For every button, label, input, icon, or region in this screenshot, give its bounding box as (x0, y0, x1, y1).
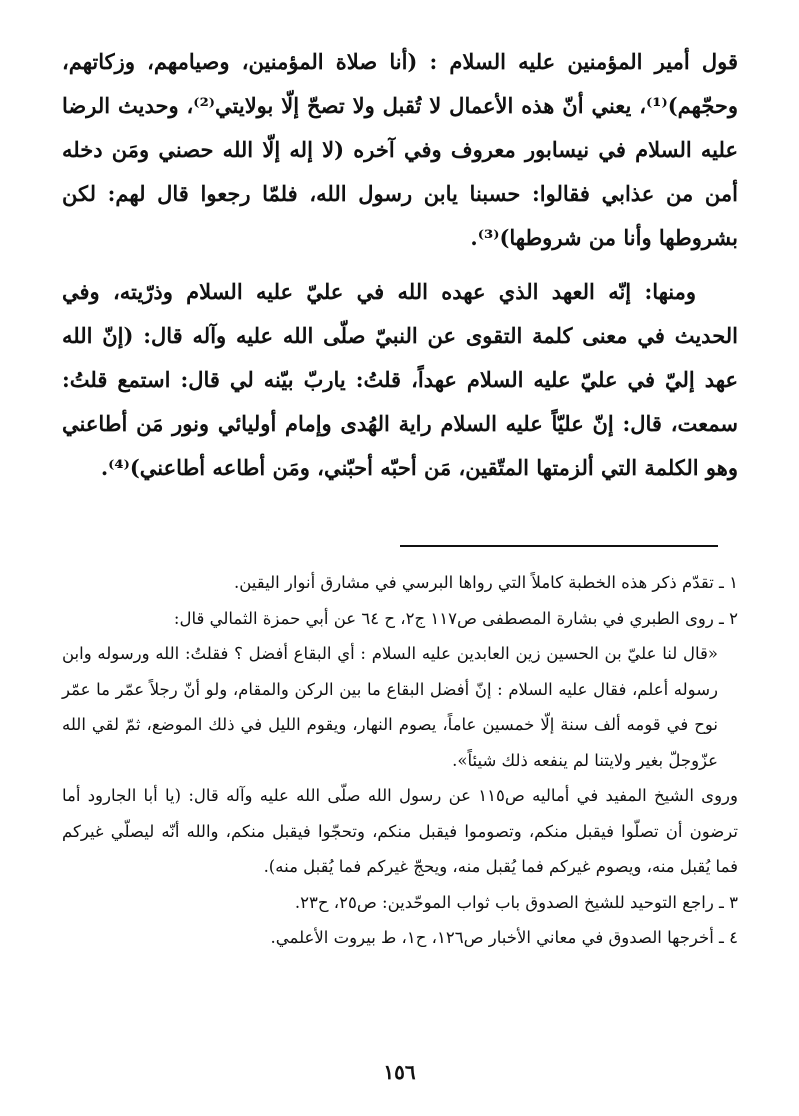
main-paragraph: ومنها: إنّه العهد الذي عهده الله في عليّ عليه السلام وذرّيته، وفي الحديث في معنى كلمة التقوى عن النبيّ صلّى الله عليه وآله قال: (إنّ الله عهد إليّ في عليّ عليه السلام عهداً، قلتُ: ياربّ بيّنه لي قال: استمع قلتُ: سمعت، قال: إنّ عليّاً عليه السلام راية الهُدى وإمام أوليائي ونور مَن أطاعني وهو الكلمة التي ألزمتها المتّقين، مَن أحبّه أحبّني، ومَن أطاعه أطاعني)⁽⁴⁾. (62, 279, 738, 480)
main-text (62, 40, 738, 490)
footnote-4: ٤ ـ أخرجها الصدوق في معاني الأخبار ص١٢٦، ح١، ط بيروت الأعلمي. (270, 928, 738, 947)
footnote-2-quote: «قال لنا عليّ بن الحسين زين العابدين عليه السلام : أي البقاع أفضل ؟ فقلتُ: الله ورسوله وابن رسوله أعلم، فقال عليه السلام : إنّ أفضل البقاع ما بين الركن والمقام، ولو أنّ رجلاً عمّر ما عمّر نوح في قومه ألف سنة إلّا خمسين عاماً، يصوم النهار، ويقوم الليل في ذلك الموضع، ثمّ لقي الله عزّوجلّ بغير ولايتنا لم ينفعه ذلك شيئاً». (62, 644, 718, 770)
page-number: ١٥٦ (383, 1060, 416, 1084)
footnote-separator (400, 545, 718, 547)
footnote-1: ١ ـ تقدّم ذكر هذه الخطبة كاملاً التي رواها البرسي في مشارق أنوار اليقين. (233, 573, 738, 592)
footnote-2: ٢ ـ روى الطبري في بشارة المصطفى ص١١٧ ج٢، ح ٦٤ عن أبي حمزة الثمالي قال: (173, 608, 738, 628)
main-paragraph: قول أمير المؤمنين عليه السلام : (أنا صلاة المؤمنين، وصيامهم، وزكاتهم، وحجّهم)⁽¹⁾، يعني أنّ هذه الأعمال لا تُقبل ولا تصحّ إلّا بولايتي⁽²⁾، وحديث الرضا عليه السلام في نيسابور معروف وفي آخره (لا إله إلّا الله حصني ومَن دخله أمن من عذابي فقالوا: حسبنا يابن رسول الله، فلمّا رجعوا قال لهم: لكن بشروطها وأنا من شروطها)⁽³⁾. (62, 49, 738, 250)
footnote-3: ٣ ـ راجع التوحيد للشيخ الصدوق باب ثواب الموحّدين: ص٢٥، ح٢٣. (294, 892, 738, 912)
footnote-2-continuation: وروى الشيخ المفيد في أماليه ص١١٥ عن رسول الله صلّى الله عليه وآله قال: (يا أبا الجارود أما ترضون أن تصلّوا فيقبل منكم، وتصوموا فيقبل منكم، وتحجّوا فيقبل منكم، والله أنّه ليصلّي غيركم فما يُقبل منه، ويصوم غيركم فما يُقبل منه، ويحجّ غيركم فما يُقبل منه). (62, 786, 738, 876)
footnotes (62, 565, 738, 956)
